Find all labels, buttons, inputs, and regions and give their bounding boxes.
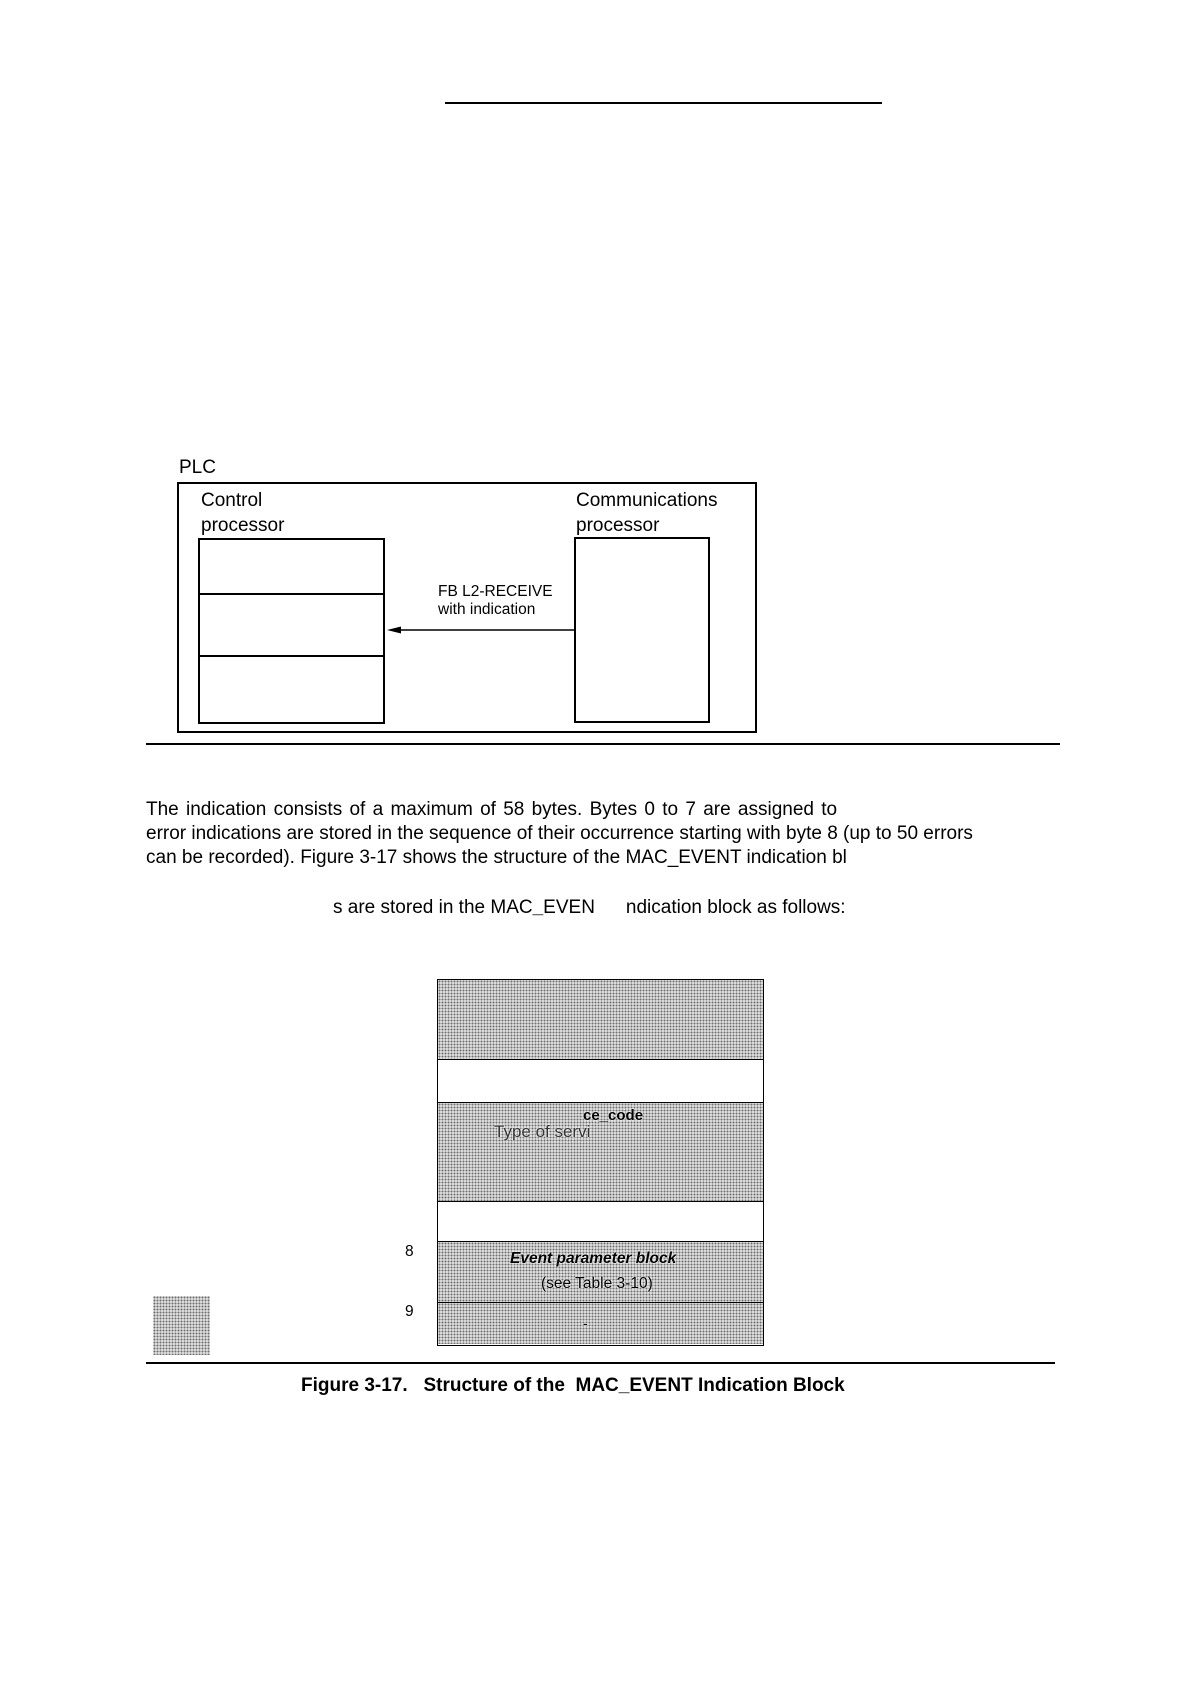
byte-8-label: 8	[405, 1243, 414, 1260]
header-shaded-cell	[438, 980, 763, 1060]
receive-arrow	[385, 622, 575, 638]
comm-processor-label-line2: processor	[576, 515, 660, 536]
byte-9-cell	[438, 1303, 763, 1344]
paragraph-1-line-1	[146, 798, 898, 823]
control-processor-label-line2: processor	[201, 515, 285, 536]
control-processor-divider-1	[198, 593, 385, 595]
paragraph-1-line-1-text: The indication consists of a maximum of 58 bytes. Bytes 0 to 7 are assigned to	[146, 799, 838, 820]
comm-processor-label-line1: Communications	[576, 490, 718, 511]
plc-label: PLC	[179, 457, 216, 478]
arrow-label-line2: with indication	[438, 601, 536, 618]
paragraph-2-part-4: ndication block as follows:	[625, 897, 846, 918]
paragraph-2-underscore: _	[532, 897, 544, 918]
type-of-service-label: Type of servi	[494, 1122, 591, 1141]
blank-cell-1	[438, 1060, 763, 1103]
control-processor-divider-2	[198, 655, 385, 657]
shaded-legend-swatch	[153, 1296, 210, 1355]
see-table-label: (see Table 3-10)	[541, 1275, 653, 1292]
paragraph-1-line-3: can be recorded). Figure 3-17 shows the structure of the MAC_EVENT indication bl	[146, 847, 847, 868]
diagram-bottom-rule	[146, 743, 1060, 745]
header-rule	[445, 102, 882, 104]
paragraph-2	[333, 896, 846, 921]
figure-caption: Figure 3-17. Structure of the MAC_EVENT Indication Block	[301, 1375, 845, 1396]
comm-processor-box	[574, 537, 710, 723]
caption-rule	[146, 1362, 1055, 1364]
control-processor-box	[198, 538, 385, 724]
event-parameter-label: Event parameter block	[510, 1250, 677, 1267]
paragraph-2-part-1: s are stored in the MAC	[333, 897, 533, 918]
arrow-label-line1: FB L2-RECEIVE	[438, 583, 553, 600]
paragraph-2-part-3: EVEN	[543, 897, 595, 918]
service-code-label: ce_code	[583, 1107, 644, 1124]
byte-9-cell-text: -	[583, 1315, 588, 1331]
paragraph-1-line-2: error indications are stored in the sequence of their occurrence starting with byte 8 (up to 50 errors	[146, 823, 973, 844]
control-processor-label-line1: Control	[201, 490, 263, 511]
blank-cell-2	[438, 1202, 763, 1242]
byte-9-label: 9	[405, 1303, 414, 1320]
